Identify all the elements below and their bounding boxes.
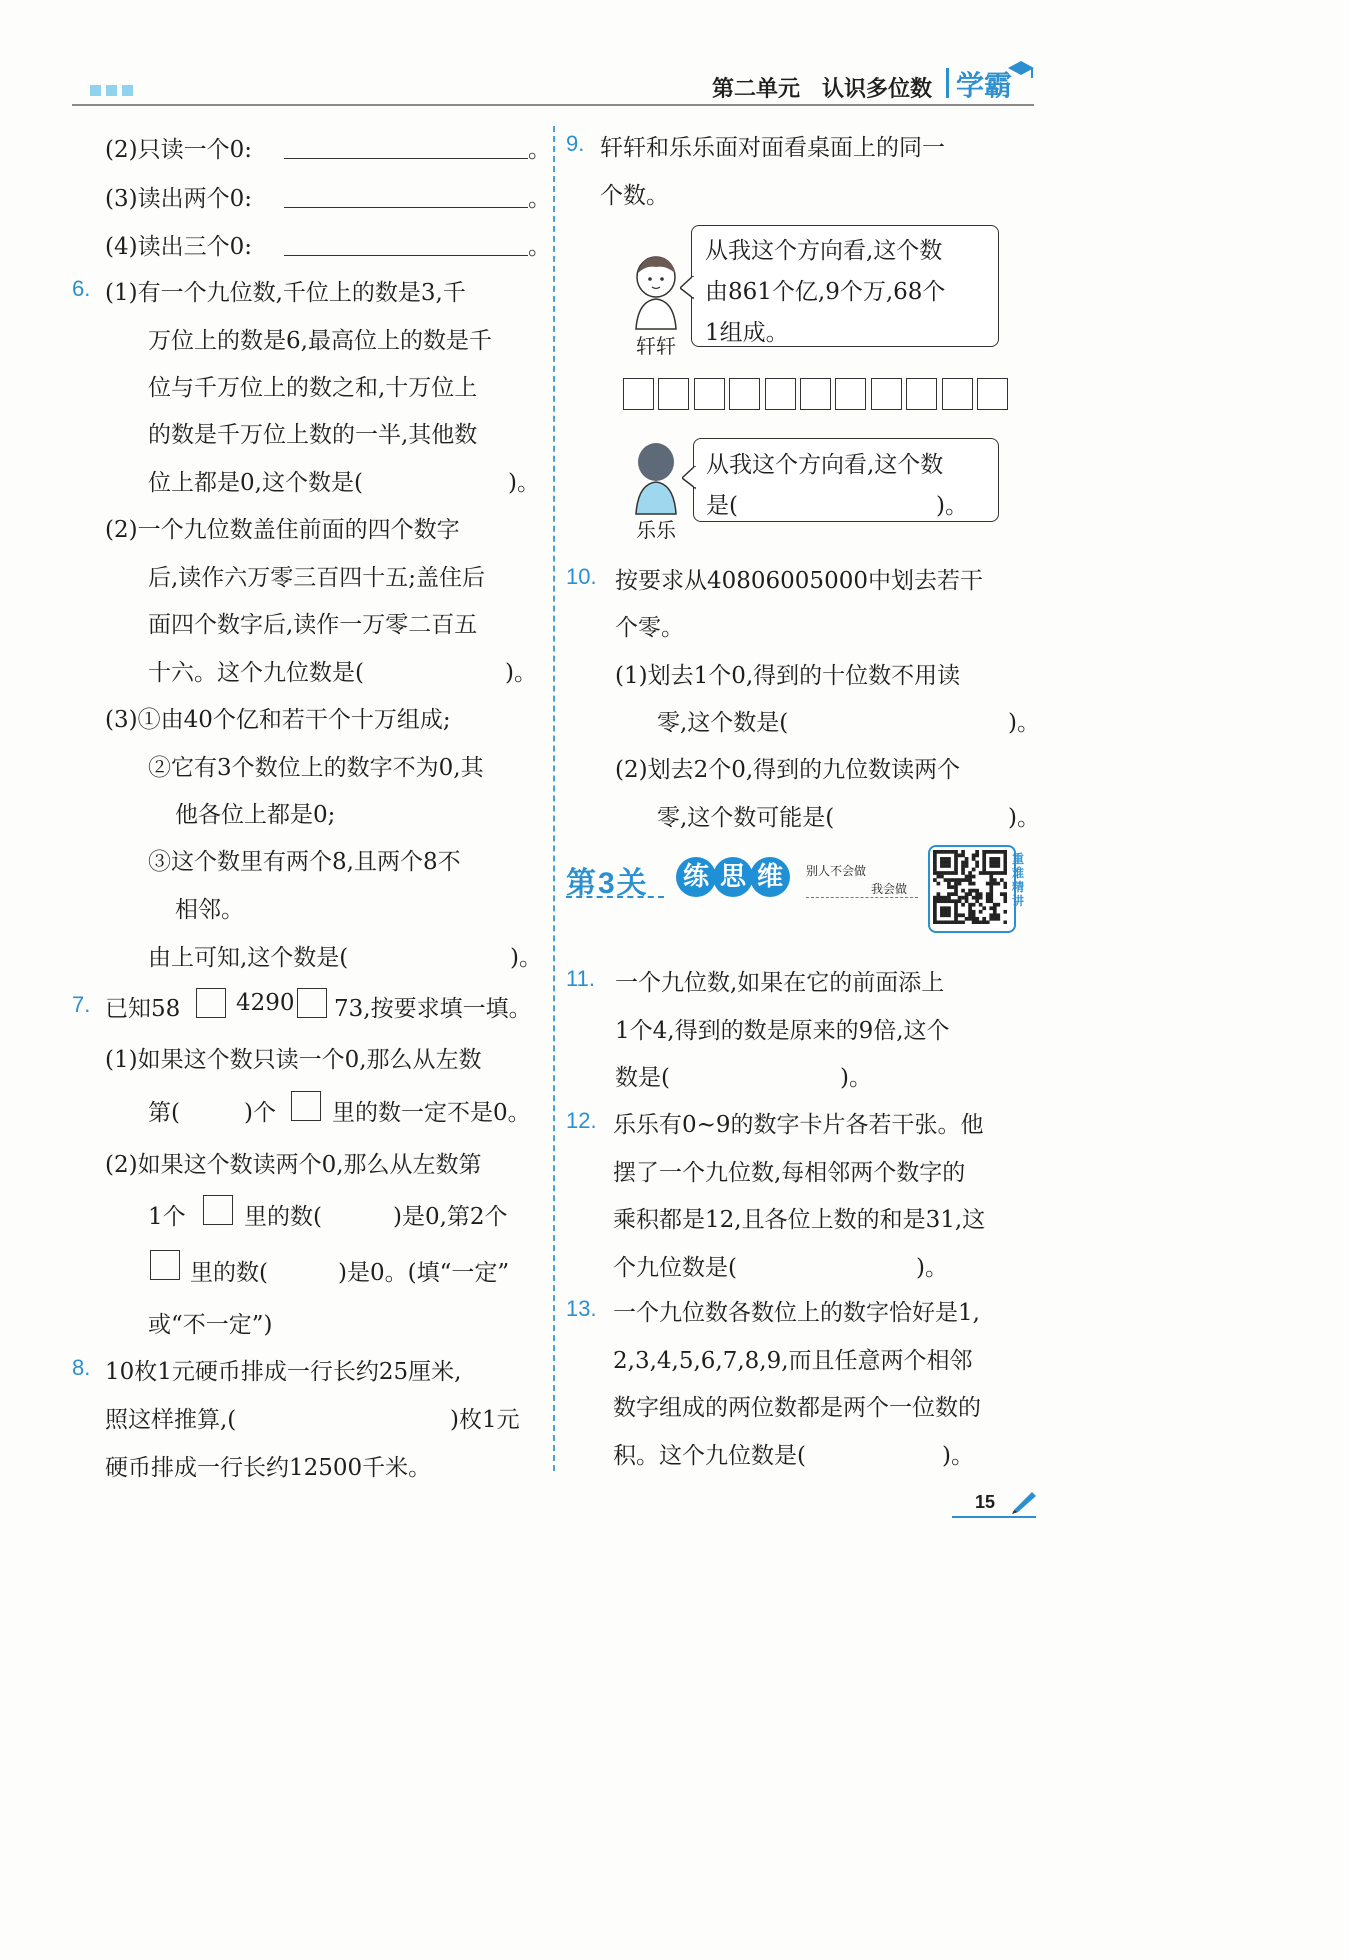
- text-line: 照这样推算,(: [105, 1407, 237, 1433]
- answer-bracket-close: )。: [1008, 805, 1040, 831]
- text-line: 按要求从40806005000中划去若干: [615, 568, 983, 594]
- answer-blank[interactable]: [336, 1196, 392, 1226]
- digit-cell[interactable]: [765, 378, 796, 410]
- text-line: 数字组成的两位数都是两个一位数的: [613, 1395, 981, 1421]
- text-line: 个数。: [600, 183, 669, 209]
- text-line: 里的数一定不是0。: [332, 1100, 531, 1126]
- text-line: )个: [244, 1100, 276, 1126]
- graduation-cap-icon: [1006, 56, 1036, 82]
- digit-cell[interactable]: [977, 378, 1008, 410]
- answer-blank[interactable]: [864, 797, 1004, 827]
- text-line: )是0,第2个: [393, 1204, 508, 1230]
- bubble-line: )。: [936, 493, 968, 519]
- digit-box[interactable]: [203, 1195, 233, 1225]
- bubble-line: 从我这个方向看,这个数: [705, 238, 943, 264]
- answer-blank[interactable]: [398, 462, 504, 492]
- bubble-tail: [682, 466, 696, 490]
- child-illustration: [630, 440, 682, 516]
- text-line: 位上都是0,这个数是(: [148, 470, 363, 496]
- header-decoration: [90, 85, 101, 96]
- question-number: 10.: [566, 564, 597, 589]
- text-line: 轩轩和乐乐面对面看桌面上的同一: [600, 135, 945, 161]
- text-line: 由上可知,这个数是(: [148, 945, 349, 971]
- text-line: (2)划去2个0,得到的九位数读两个: [615, 757, 961, 783]
- digit-cell[interactable]: [906, 378, 937, 410]
- unit-title: 第二单元: [712, 76, 801, 101]
- section-badge-char: 思: [713, 857, 753, 897]
- text-line: 一个九位数,如果在它的前面添上: [615, 970, 945, 996]
- text-line: 后,读作六万零三百四十五;盖住后: [148, 565, 486, 591]
- digit-cell[interactable]: [871, 378, 902, 410]
- digit-cell[interactable]: [694, 378, 725, 410]
- text-line: 他各位上都是0;: [175, 802, 336, 828]
- header-decoration: [122, 85, 133, 96]
- digit-cell[interactable]: [729, 378, 760, 410]
- header-decoration: [106, 85, 117, 96]
- digit-box[interactable]: [297, 988, 327, 1018]
- digit-cell[interactable]: [835, 378, 866, 410]
- section-badge-char: 练: [676, 857, 716, 897]
- question-number: 9.: [566, 131, 585, 156]
- pencil-icon: [1010, 1490, 1038, 1514]
- speaker-name: 乐乐: [636, 518, 676, 542]
- page-number: 15: [975, 1492, 996, 1512]
- answer-blank[interactable]: [744, 485, 930, 515]
- text-line: 积。这个九位数是(: [613, 1443, 806, 1469]
- bubble-line: 是(: [706, 493, 738, 519]
- text-line: (3)①由40个亿和若干个十万组成;: [105, 707, 451, 733]
- text-line: (1)如果这个数只读一个0,那么从左数: [105, 1047, 482, 1073]
- text-line: (2)如果这个数读两个0,那么从左数第: [105, 1152, 482, 1178]
- section-label: 第3关: [566, 867, 649, 900]
- text-line: (1)有一个九位数,千位上的数是3,千: [105, 280, 466, 306]
- question-number: 11.: [566, 966, 595, 991]
- q5-part2-label: (2)只读一个0:: [105, 137, 252, 163]
- text-line: 里的数(: [190, 1260, 268, 1286]
- answer-blank[interactable]: [386, 937, 506, 967]
- answer-blank[interactable]: [392, 652, 502, 682]
- text-line: 一个九位数各数位上的数字恰好是1,: [613, 1300, 980, 1326]
- qr-caption: 重难精讲: [1012, 852, 1025, 908]
- answer-blank[interactable]: [830, 1435, 938, 1465]
- text-line: 1个4,得到的数是原来的9倍,这个: [615, 1018, 950, 1044]
- text-line: 零,这个数是(: [657, 710, 789, 736]
- answer-blank[interactable]: [752, 1247, 912, 1277]
- text-line: 相邻。: [175, 897, 244, 923]
- digit-cell[interactable]: [623, 378, 654, 410]
- period: 。: [528, 137, 551, 163]
- answer-blank[interactable]: [818, 702, 1004, 732]
- q5-part3-label: (3)读出两个0:: [105, 186, 252, 212]
- period: 。: [528, 186, 551, 212]
- text-line: 十六。这个九位数是(: [148, 660, 364, 686]
- digit-cell[interactable]: [658, 378, 689, 410]
- text-line: )是0。(填“一定”: [338, 1260, 510, 1286]
- text-line: 零,这个数可能是(: [657, 805, 835, 831]
- digit-cell[interactable]: [942, 378, 973, 410]
- period: 。: [528, 234, 551, 260]
- bubble-line: 从我这个方向看,这个数: [706, 452, 944, 478]
- bubble-line: 由861个亿,9个万,68个: [705, 279, 946, 305]
- text-line: 第(: [148, 1100, 180, 1126]
- header-rule: [72, 104, 1034, 106]
- question-number: 12.: [566, 1108, 597, 1133]
- brand-logo: 学霸: [956, 70, 1013, 101]
- section-arrow: [806, 897, 918, 898]
- column-divider: [553, 126, 555, 1471]
- question-number: 13.: [566, 1296, 597, 1321]
- text-line: 数是(: [615, 1065, 670, 1091]
- answer-blank[interactable]: [185, 1092, 240, 1122]
- question-number: 6.: [72, 276, 91, 301]
- section-note: 我会做: [871, 882, 908, 896]
- answer-bracket-close: )。: [505, 660, 537, 686]
- section-underline: [566, 896, 664, 898]
- text-line: 万位上的数是6,最高位上的数是千: [148, 328, 492, 354]
- text-line: 2,3,4,5,6,7,8,9,而且任意两个相邻: [613, 1348, 973, 1374]
- answer-bracket-close: )。: [916, 1255, 948, 1281]
- text-line: 位与千万位上的数之和,十万位上: [148, 375, 478, 401]
- digit-box[interactable]: [291, 1091, 321, 1121]
- topic-title: 认识多位数: [822, 76, 933, 101]
- text-line: ③这个数里有两个8,且两个8不: [148, 849, 461, 875]
- text-line: 的数是千万位上数的一半,其他数: [148, 422, 478, 448]
- section-note: 别人不会做: [806, 864, 867, 878]
- bubble-tail: [680, 276, 694, 300]
- text-line: 乐乐有0~9的数字卡片各若干张。他: [613, 1112, 984, 1138]
- answer-line[interactable]: [284, 140, 528, 159]
- text-line: 10枚1元硬币排成一行长约25厘米,: [105, 1359, 462, 1385]
- answer-bracket-close: )。: [840, 1065, 872, 1091]
- text-line: 乘积都是12,且各位上数的和是31,这: [613, 1207, 986, 1233]
- answer-bracket-close: )。: [942, 1443, 974, 1469]
- text-line: (2)一个九位数盖住前面的四个数字: [105, 517, 460, 543]
- text-line: 硬币排成一行长约12500千米。: [105, 1455, 432, 1481]
- section-badge-char: 维: [750, 857, 790, 897]
- text-line: 4290: [236, 990, 295, 1016]
- digit-box[interactable]: [196, 988, 226, 1018]
- answer-bracket-close: )。: [510, 945, 542, 971]
- answer-bracket-close: )。: [1008, 710, 1040, 736]
- q5-part4-label: (4)读出三个0:: [105, 234, 252, 260]
- answer-line[interactable]: [284, 237, 528, 256]
- text-line: )枚1元: [450, 1407, 520, 1433]
- speaker-name: 轩轩: [636, 334, 676, 358]
- answer-bracket-close: )。: [508, 470, 540, 496]
- text-line: (1)划去1个0,得到的十位数不用读: [615, 663, 961, 689]
- text-line: 个零。: [615, 615, 684, 641]
- answer-line[interactable]: [284, 189, 528, 208]
- header-divider: [946, 68, 949, 98]
- text-line: 1个: [148, 1204, 186, 1230]
- digit-cell[interactable]: [800, 378, 831, 410]
- footer-rule: [952, 1516, 1036, 1518]
- text-line: 已知58: [105, 996, 181, 1022]
- bubble-line: 1组成。: [705, 320, 789, 346]
- digit-box[interactable]: [150, 1250, 180, 1280]
- text-line: 个九位数是(: [613, 1255, 737, 1281]
- qr-code-icon[interactable]: [933, 850, 1007, 924]
- text-line: 里的数(: [244, 1204, 322, 1230]
- question-number: 7.: [72, 992, 91, 1017]
- text-line: 面四个数字后,读作一万零二百五: [148, 612, 478, 638]
- text-line: 摆了一个九位数,每相邻两个数字的: [613, 1160, 966, 1186]
- answer-blank[interactable]: [284, 1252, 334, 1282]
- child-illustration: [630, 255, 682, 331]
- answer-blank[interactable]: [262, 1399, 448, 1429]
- text-line: 或“不一定”): [148, 1312, 273, 1338]
- answer-blank[interactable]: [678, 1057, 836, 1087]
- text-line: ②它有3个数位上的数字不为0,其: [148, 755, 484, 781]
- question-number: 8.: [72, 1355, 91, 1380]
- text-line: 73,按要求填一填。: [334, 996, 532, 1022]
